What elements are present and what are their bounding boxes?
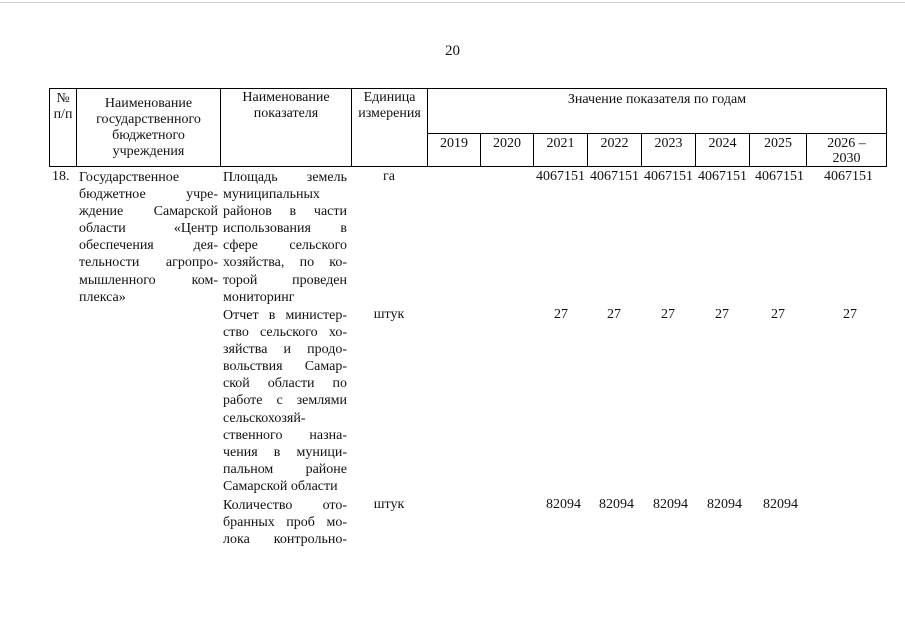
indicator-unit: га: [383, 169, 395, 184]
year-header: 2025: [764, 136, 792, 151]
indicator-unit: штук: [373, 307, 405, 322]
indicator-name: Отчет в министер- ство сельского хо- зяйства и продо- вольствия Самар- ской области по работе с землями сельскохозяй- ственного назна- чения в муници- пальном районе Самарской области: [223, 308, 347, 494]
table-top-border: [49, 88, 887, 89]
indicator-name: Площадь земель муниципальных районов в части использования в сфере сельского хозяйства, по ко- торой проведен мониторинг: [223, 170, 347, 305]
year-header: 2024: [708, 136, 737, 151]
value-cell: 82094: [763, 497, 798, 512]
year-header: 2023: [654, 136, 683, 151]
header-indicator: Наименование показателя: [242, 90, 330, 121]
value-cell: 4067151: [644, 169, 693, 184]
value-cell: 27: [715, 307, 729, 322]
value-cell: 27: [843, 307, 857, 322]
value-cell: 4067151: [698, 169, 747, 184]
header-num: № п/п: [53, 91, 73, 122]
year-header: 2019: [440, 136, 468, 151]
year-header: 2021: [546, 136, 575, 151]
years-header-divider: [427, 133, 887, 134]
year-header: 2022: [600, 136, 629, 151]
header-bottom-border: [49, 166, 887, 167]
row-number: 18.: [52, 169, 70, 184]
value-cell: 27: [771, 307, 785, 322]
header-unit: Единица измерения: [358, 90, 421, 121]
value-cell: 82094: [546, 497, 581, 512]
value-cell: 82094: [653, 497, 688, 512]
indicator-name: Количество ото- бранных проб мо- лока контрольно-: [223, 498, 347, 548]
page-top-border: [0, 2, 905, 3]
page-number: 20: [445, 43, 460, 59]
value-cell: 4067151: [755, 169, 804, 184]
header-values-by-year: Значение показателя по годам: [567, 92, 747, 107]
value-cell: 4067151: [590, 169, 639, 184]
value-cell: 82094: [599, 497, 634, 512]
institution-name: Государственное бюджетное учре- ждение Самарской области «Центр обеспечения дея- тельности агропро- мышленного ком- плекса»: [79, 170, 218, 305]
value-cell: 4067151: [824, 169, 873, 184]
value-cell: 27: [607, 307, 621, 322]
value-cell: 27: [661, 307, 675, 322]
indicator-unit: штук: [373, 497, 405, 512]
value-cell: 82094: [707, 497, 742, 512]
header-institution: Наименование государственного бюджетного учреждения: [96, 96, 201, 159]
year-header: 2026 – 2030: [827, 136, 866, 166]
value-cell: 4067151: [536, 169, 585, 184]
value-cell: 27: [554, 307, 568, 322]
year-header: 2020: [493, 136, 521, 151]
